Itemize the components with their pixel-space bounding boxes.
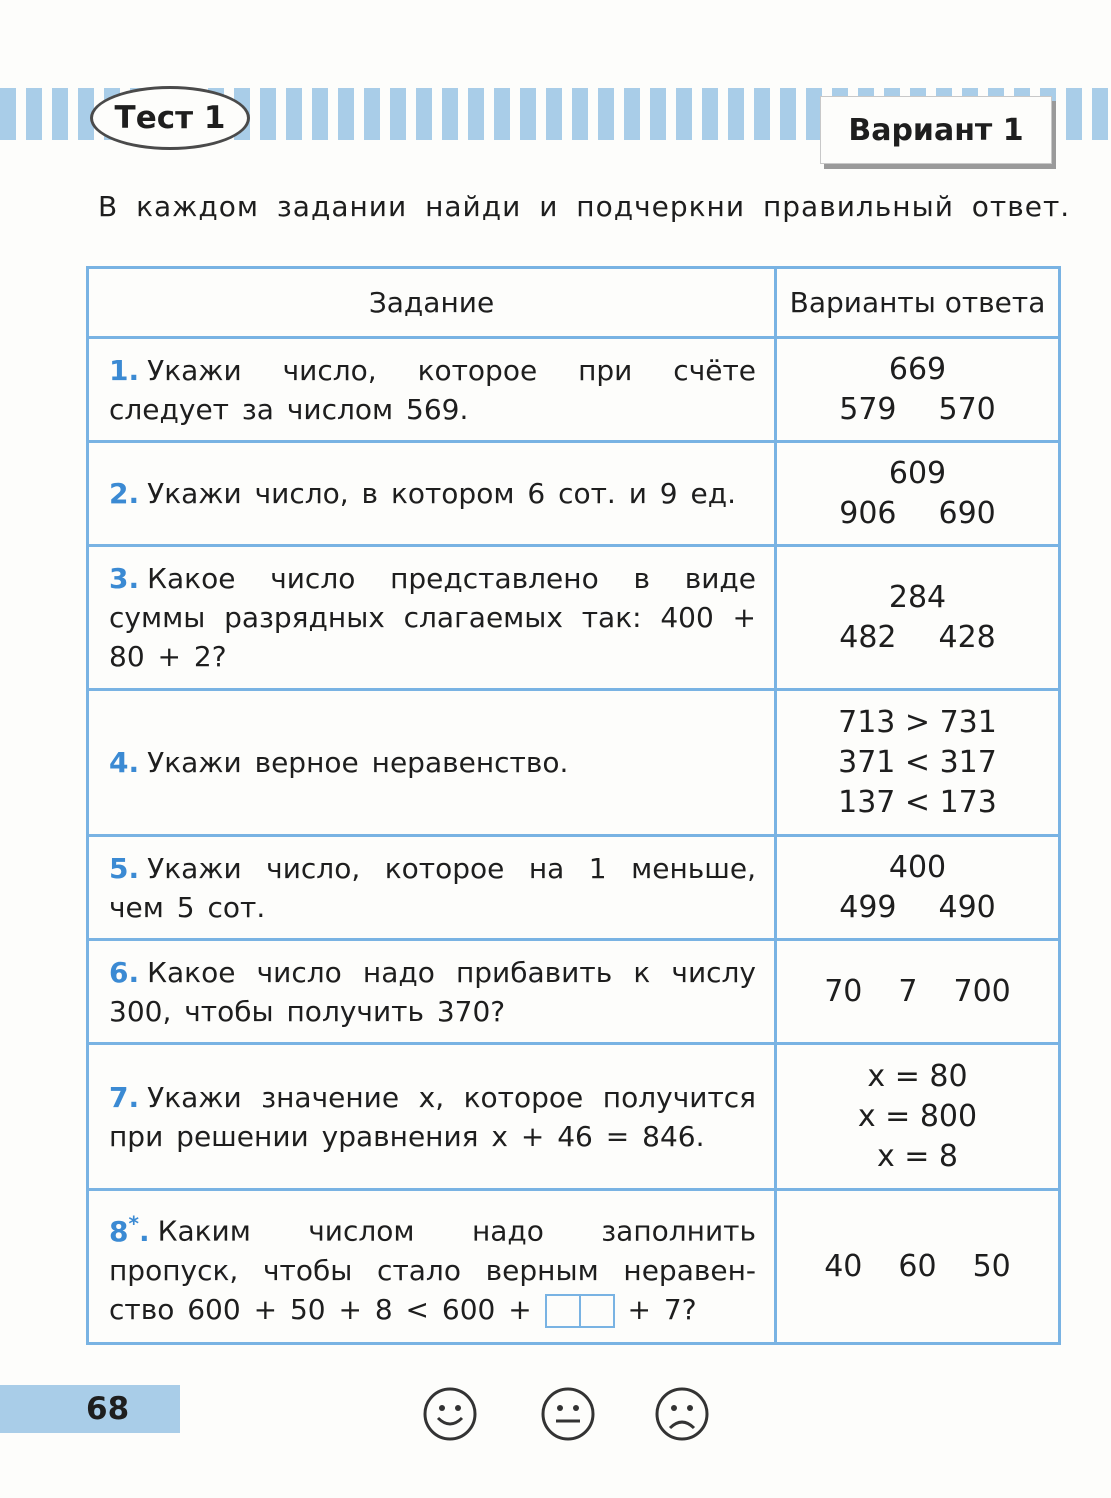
answer-option[interactable]: 70: [824, 973, 863, 1009]
task-cell: [88, 442, 776, 546]
answer-option[interactable]: 50: [972, 1248, 1011, 1284]
task-text: Укажи число, которое при счёте следует за числом 569.: [109, 353, 756, 426]
task-row-3: [88, 546, 1060, 690]
task-number: 7.: [109, 1080, 140, 1114]
answer-option[interactable]: 499: [839, 889, 897, 925]
answers-cell: [776, 690, 1060, 836]
task-text: Какое число надо прибавить к числу 300, чтобы получить 370?: [109, 955, 756, 1028]
answer-option[interactable]: 482: [839, 619, 897, 655]
answer-option[interactable]: 690: [938, 495, 996, 531]
answer-option[interactable]: x = 8: [876, 1138, 959, 1174]
answers-cell: [776, 442, 1060, 546]
answer-option[interactable]: 284: [888, 579, 947, 615]
answer-option[interactable]: 428: [938, 619, 996, 655]
answer-option[interactable]: 490: [938, 889, 996, 925]
instruction-text: В каждом задании найди и подчеркни правильный ответ.: [98, 190, 1071, 223]
column-header-task: Задание: [88, 268, 776, 338]
task-number: 6.: [109, 955, 140, 989]
answers-cell: [776, 940, 1060, 1044]
task-number: 3.: [109, 562, 140, 595]
answers-cell: [776, 1044, 1060, 1190]
task-row-4: [88, 690, 1060, 836]
answer-option[interactable]: 579: [839, 391, 897, 427]
answer-option[interactable]: 40: [824, 1248, 863, 1284]
answer-option[interactable]: x = 800: [857, 1098, 978, 1134]
tasks-table: [86, 266, 1061, 1345]
table-header-row: [88, 268, 1060, 338]
task-cell: [88, 546, 776, 690]
smile-face-icon[interactable]: [422, 1386, 478, 1442]
column-header-answers: Варианты ответа: [776, 268, 1060, 338]
self-assessment-faces: [422, 1386, 722, 1446]
answer-option[interactable]: 400: [888, 849, 947, 885]
task-number: 4.: [109, 746, 140, 779]
answer-option[interactable]: 570: [938, 391, 996, 427]
task-cell: [88, 338, 776, 442]
task-cell: [88, 1044, 776, 1190]
answer-option[interactable]: 60: [898, 1248, 937, 1284]
answer-option[interactable]: 713 > 731: [838, 704, 997, 740]
task-cell: [88, 1190, 776, 1344]
task-row-6: [88, 940, 1060, 1044]
task-text: Укажи значение x, которое получится при решении уравнения x + 46 = 846.: [109, 1080, 756, 1153]
task-row-1: [88, 338, 1060, 442]
answer-option[interactable]: 700: [953, 973, 1011, 1009]
task-row-5: [88, 836, 1060, 940]
task-number: 8*.: [109, 1211, 150, 1248]
variant-label: Вариант 1: [820, 96, 1052, 164]
task-text: Укажи число, в котором 6 сот. и 9 ед.: [147, 477, 737, 510]
answers-cell: [776, 836, 1060, 940]
task-cell: [88, 940, 776, 1044]
task-text: Укажи число, которое на 1 меньше, чем 5 сот.: [109, 851, 756, 924]
task-text-end: + 7?: [627, 1292, 697, 1326]
task-text: Какое число представлено в виде суммы разрядных слагаемых так: 400 + 80 + 2?: [109, 562, 756, 673]
task-cell: [88, 690, 776, 836]
task-cell: [88, 836, 776, 940]
answer-option[interactable]: 371 < 317: [838, 744, 997, 780]
answer-option[interactable]: 137 < 173: [838, 784, 997, 820]
task-text: Каким числом надо заполнить пропуск, чтобы стало верным неравенство 600 + 50 + 8 < 600 +: [109, 1214, 756, 1326]
page-number: 68: [86, 1391, 130, 1427]
answer-blank-box[interactable]: [545, 1294, 615, 1328]
page-number-tab: [0, 1385, 180, 1433]
task-row-7: [88, 1044, 1060, 1190]
task-number: 2.: [109, 477, 140, 510]
answer-option[interactable]: 7: [898, 973, 918, 1009]
answers-cell: [776, 1190, 1060, 1344]
neutral-face-icon[interactable]: [540, 1386, 596, 1442]
test-label: Тест 1: [90, 86, 250, 150]
answers-cell: [776, 546, 1060, 690]
task-text: Укажи верное неравенство.: [147, 746, 569, 779]
task-row-8: [88, 1190, 1060, 1344]
task-number: 1.: [109, 353, 140, 387]
answer-option[interactable]: x = 80: [867, 1058, 968, 1094]
task-number: 5.: [109, 851, 140, 885]
answer-option[interactable]: 609: [888, 455, 947, 491]
task-row-2: [88, 442, 1060, 546]
answer-option[interactable]: 669: [888, 351, 947, 387]
answers-cell: [776, 338, 1060, 442]
sad-face-icon[interactable]: [654, 1386, 710, 1442]
answer-option[interactable]: 906: [839, 495, 897, 531]
